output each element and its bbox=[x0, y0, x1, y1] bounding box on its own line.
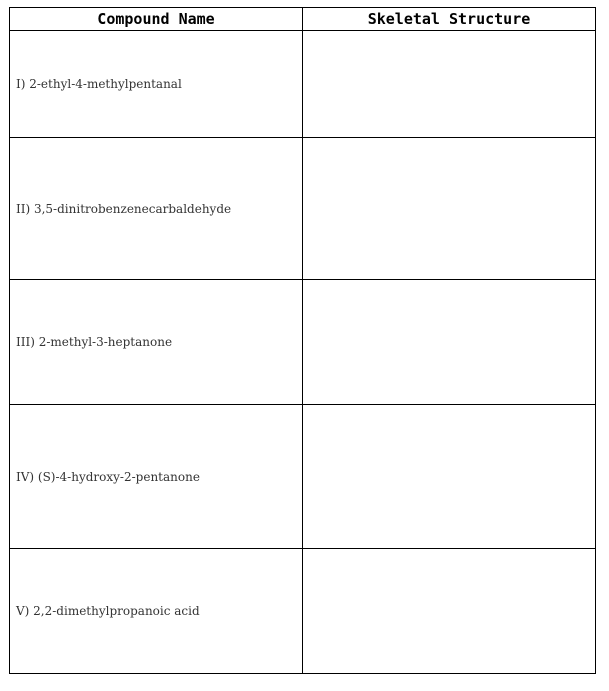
structure-answer-cell[interactable] bbox=[303, 405, 596, 549]
header-compound-name: Compound Name bbox=[10, 8, 303, 31]
structure-answer-cell[interactable] bbox=[303, 138, 596, 280]
worksheet bbox=[9, 7, 595, 674]
table-row bbox=[10, 549, 596, 674]
table-row bbox=[10, 280, 596, 405]
compound-table bbox=[9, 7, 596, 674]
structure-answer-cell[interactable] bbox=[303, 280, 596, 405]
compound-name-cell: I) 2-ethyl-4-methylpentanal bbox=[10, 31, 303, 138]
header-row bbox=[10, 8, 596, 31]
table-row bbox=[10, 31, 596, 138]
compound-name-cell: II) 3,5-dinitrobenzenecarbaldehyde bbox=[10, 138, 303, 280]
structure-answer-cell[interactable] bbox=[303, 31, 596, 138]
compound-name-cell: III) 2-methyl-3-heptanone bbox=[10, 280, 303, 405]
header-skeletal-structure: Skeletal Structure bbox=[303, 8, 596, 31]
compound-name-cell: IV) (S)-4-hydroxy-2-pentanone bbox=[10, 405, 303, 549]
compound-name-cell: V) 2,2-dimethylpropanoic acid bbox=[10, 549, 303, 674]
structure-answer-cell[interactable] bbox=[303, 549, 596, 674]
table-row bbox=[10, 138, 596, 280]
table-row bbox=[10, 405, 596, 549]
